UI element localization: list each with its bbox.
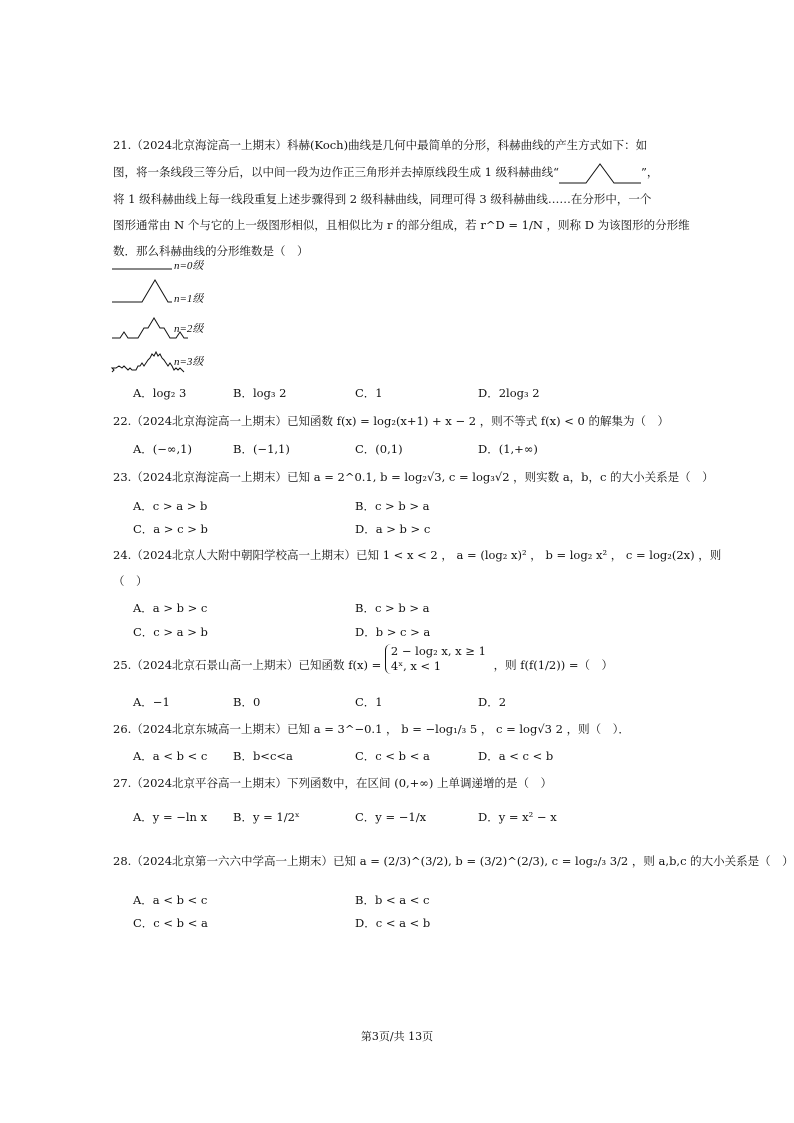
page-footer: 第3页/共 13页 [360, 1030, 434, 1043]
q25-option-a[interactable]: A．−1 [133, 695, 170, 709]
q25-case1: 2 − log₂ x, x ≥ 1 [390, 644, 486, 658]
q25-piecewise [385, 644, 490, 674]
q24-stem-line1: 24.（2024北京人大附中朝阳学校高一上期末）已知 1 < x < 2 ， a = (log₂ x)² ， b = log₂ x² ， c = log₂(2x) ，则 [113, 548, 722, 562]
q28-stem: 28.（2024北京第一六六中学高一上期末）已知 a = (2/3)^(3/2), b = (3/2)^(2/3), c = log₂/₃ 3/2 ，则 a,b,c 的大小关系是（ ） [113, 854, 794, 868]
q22-stem: 22.（2024北京海淀高一上期末）已知函数 f(x) = log₂(x+1) + x − 2 ，则不等式 f(x) < 0 的解集为（ ） [113, 414, 669, 428]
koch-level1-inline-figure [559, 162, 641, 184]
q26-option-b[interactable]: B．b<c<a [233, 749, 293, 763]
q24-stem-line2: （ ） [113, 574, 148, 588]
q21-option-a[interactable]: A．log₂ 3 [133, 386, 187, 400]
q23-stem: 23.（2024北京海淀高一上期末）已知 a = 2^0.1, b = log₂√3, c = log₃√2 ，则实数 a，b，c 的大小关系是（ ） [113, 470, 714, 484]
q28-option-a[interactable]: A．a < b < c [133, 893, 208, 907]
q22-option-d[interactable]: D．(1,+∞) [478, 442, 538, 456]
q21-option-b[interactable]: B．log₃ 2 [233, 386, 287, 400]
q23-option-b[interactable]: B．c > b > a [355, 499, 430, 513]
q26-option-d[interactable]: D．a < c < b [478, 749, 554, 763]
q27-stem: 27.（2024北京平谷高一上期末）下列函数中，在区间 (0,+∞) 上单调递增的是（ ） [113, 776, 553, 790]
q21-line1: 21.（2024北京海淀高一上期末）科赫(Koch)曲线是几何中最简单的分形，科赫曲线的产生方式如下：如 [113, 138, 648, 152]
q24-option-a[interactable]: A．a > b > c [133, 601, 208, 615]
q21-option-d[interactable]: D．2log₃ 2 [478, 386, 540, 400]
q21-line5: 数．那么科赫曲线的分形维数是（ ） [113, 244, 309, 258]
q22-option-b[interactable]: B．(−1,1) [233, 442, 290, 456]
q21-option-c[interactable]: C．1 [355, 386, 383, 400]
q21-line2 [113, 162, 658, 184]
q27-option-d[interactable]: D．y = x² − x [478, 810, 557, 824]
koch-label-n0: n=0级 [174, 260, 204, 272]
q27-option-c[interactable]: C．y = −1/x [355, 810, 427, 824]
q26-option-c[interactable]: C．c < b < a [355, 749, 430, 763]
q25-stem-tail: ，则 f(f(1/2)) =（ ） [493, 658, 613, 672]
q28-option-b[interactable]: B．b < a < c [355, 893, 430, 907]
q21-line3: 将 1 级科赫曲线上每一线段重复上述步骤得到 2 级科赫曲线，同理可得 3 级科赫曲线……在分形中，一个 [113, 192, 652, 206]
q25-option-d[interactable]: D．2 [478, 695, 507, 709]
q27-option-b[interactable]: B．y = 1/2ˣ [233, 810, 300, 824]
q26-stem: 26.（2024北京东城高一上期末）已知 a = 3^−0.1 ， b = −log₁/₃ 5 ， c = log√3 2 ，则（ ）． [113, 722, 630, 736]
q27-option-a[interactable]: A．y = −ln x [133, 810, 208, 824]
q26-option-a[interactable]: A．a < b < c [133, 749, 208, 763]
q24-option-c[interactable]: C．c > a > b [133, 625, 208, 639]
koch-label-n3: n=3级 [174, 356, 204, 368]
q25-stem-lead: 25.（2024北京石景山高一上期末）已知函数 f(x) = [113, 658, 382, 672]
q22-option-c[interactable]: C．(0,1) [355, 442, 403, 456]
q25-stem [113, 644, 613, 674]
q24-option-d[interactable]: D．b > c > a [355, 625, 431, 639]
q23-option-a[interactable]: A．c > a > b [133, 499, 208, 513]
q28-option-c[interactable]: C．c < b < a [133, 916, 208, 930]
q25-option-b[interactable]: B．0 [233, 695, 261, 709]
koch-label-n2: n=2级 [174, 323, 204, 335]
q25-option-c[interactable]: C．1 [355, 695, 383, 709]
q25-case2: 4ˣ, x < 1 [390, 659, 442, 673]
q24-option-b[interactable]: B．c > b > a [355, 601, 430, 615]
q23-option-d[interactable]: D．a > b > c [355, 522, 431, 536]
q21-line2-tail: ”， [641, 165, 659, 179]
q28-option-d[interactable]: D．c < a < b [355, 916, 431, 930]
q21-line2-text: 图，将一条线段三等分后，以中间一段为边作正三角形并去掉原线段生成 1 级科赫曲线“ [113, 165, 560, 179]
q23-option-c[interactable]: C．a > c > b [133, 522, 208, 536]
q21-line4: 图形通常由 N 个与它的上一级图形相似，且相似比为 r 的部分组成，若 r^D = 1/N ，则称 D 为该图形的分形维 [113, 218, 690, 232]
q22-option-a[interactable]: A．(−∞,1) [133, 442, 192, 456]
koch-label-n1: n=1级 [174, 293, 204, 305]
